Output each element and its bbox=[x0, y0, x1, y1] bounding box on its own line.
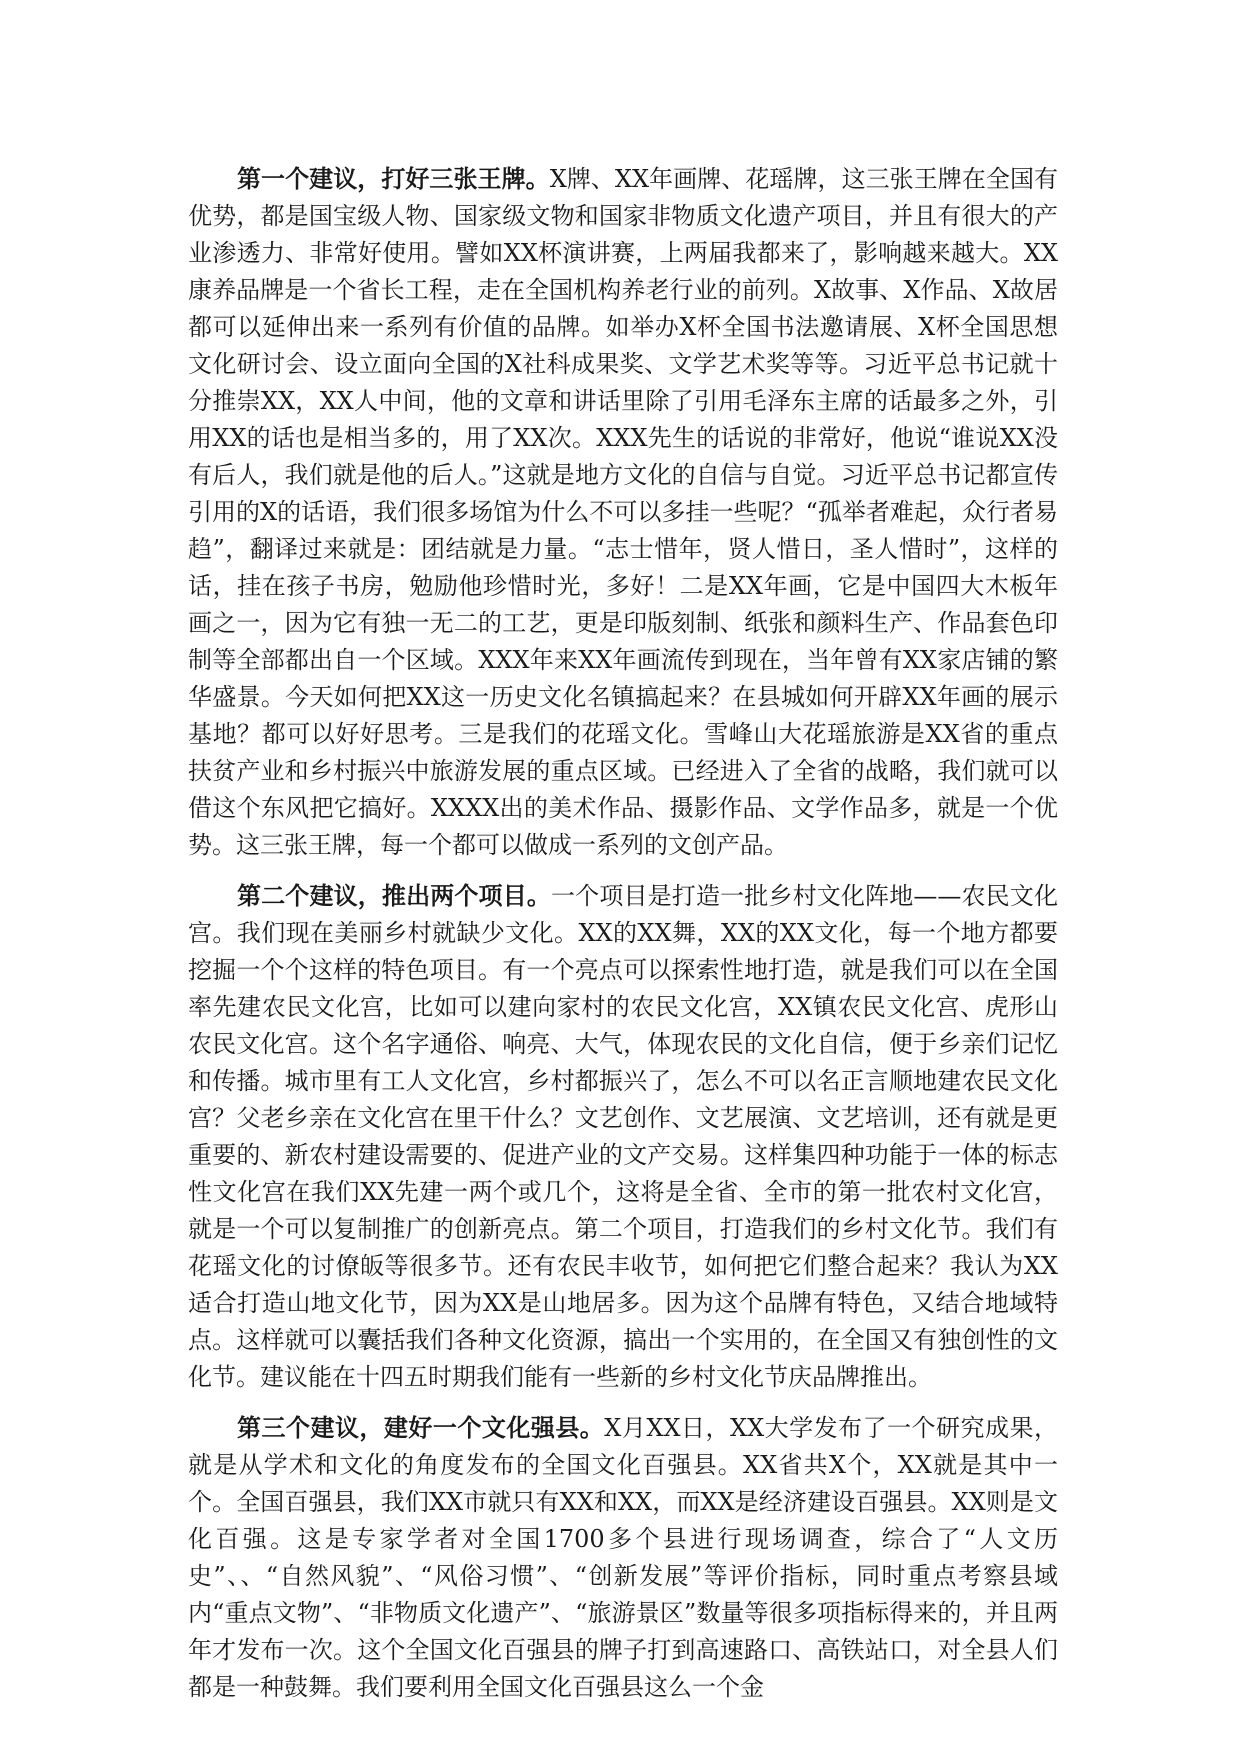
paragraph-heading: 第二个建议，推出两个项目。 bbox=[237, 881, 552, 910]
document-page bbox=[188, 160, 1058, 1719]
paragraph-body: X牌、XX年画牌、花瑶牌，这三张王牌在全国有优势，都是国宝级人物、国家级文物和国家非物质文化遗产项目，并且有很大的产业渗透力、非常好使用。譬如XX杯演讲赛，上两届我都来了，影响越来越大。XX康养品牌是一个省长工程，走在全国机构养老行业的前列。X故事、X作品、X故居都可以延伸出来一系列有价值的品牌。如举办X杯全国书法邀请展、X杯全国思想文化研讨会、设立面向全国的X社科成果奖、文学艺术奖等等。习近平总书记就十分推崇XX，XX人中间，他的文章和讲话里除了引用毛泽东主席的话最多之外，引用XX的话也是相当多的，用了XX次。XXX先生的话说的非常好，他说“谁说XX没有后人，我们就是他的后人。”这就是地方文化的自信与自觉。习近平总书记都宣传引用的X的话语，我们很多场馆为什么不可以多挂一些呢？“孤举者难起，众行者易趋”，翻译过来就是：团结就是力量。“志士惜年，贤人惜日，圣人惜时”，这样的话，挂在孩子书房，勉励他珍惜时光，多好！二是XX年画，它是中国四大木板年画之一，因为它有独一无二的工艺，更是印版刻制、纸张和颜料生产、作品套色印制等全部都出自一个区域。XXX年来XX年画流传到现在，当年曾有XX家店铺的繁华盛景。今天如何把XX这一历史文化名镇搞起来？在县城如何开辟XX年画的展示基地？都可以好好思考。三是我们的花瑶文化。雪峰山大花瑶旅游是XX省的重点扶贫产业和乡村振兴中旅游发展的重点区域。已经进入了全省的战略，我们就可以借这个东风把它搞好。XXXX出的美术作品、摄影作品、文学作品多，就是一个优势。这三张王牌，每一个都可以做成一系列的文创产品。 bbox=[188, 165, 1058, 859]
paragraph-second-suggestion bbox=[188, 877, 1058, 1396]
paragraph-first-suggestion bbox=[188, 160, 1058, 864]
paragraph-body: 一个项目是打造一批乡村文化阵地——农民文化宫。我们现在美丽乡村就缺少文化。XX的XX舞，XX的XX文化，每一个地方都要挖掘一个个这样的特色项目。有一个亮点可以探索性地打造，就是我们可以在全国率先建农民文化宫，比如可以建向家村的农民文化宫，XX镇农民文化宫、虎形山农民文化宫。这个名字通俗、响亮、大气，体现农民的文化自信，便于乡亲们记忆和传播。城市里有工人文化宫，乡村都振兴了，怎么不可以名正言顺地建农民文化宫？父老乡亲在文化宫在里干什么？文艺创作、文艺展演、文艺培训，还有就是更重要的、新农村建设需要的、促进产业的文产交易。这样集四种功能于一体的标志性文化宫在我们XX先建一两个或几个，这将是全省、全市的第一批农村文化宫，就是一个可以复制推广的创新亮点。第二个项目，打造我们的乡村文化节。我们有花瑶文化的讨僚皈等很多节。还有农民丰收节，如何把它们整合起来？我认为XX适合打造山地文化节，因为XX是山地居多。因为这个品牌有特色，又结合地域特点。这样就可以囊括我们各种文化资源，搞出一个实用的，在全国又有独创性的文化节。建议能在十四五时期我们能有一些新的乡村文化节庆品牌推出。 bbox=[188, 882, 1058, 1391]
paragraph-third-suggestion bbox=[188, 1409, 1058, 1706]
paragraph-body: X月XX日，XX大学发布了一个研究成果，就是从学术和文化的角度发布的全国文化百强县。XX省共X个，XX就是其中一个。全国百强县，我们XX市就只有XX和XX，而XX是经济建设百强县。XX则是文化百强。这是专家学者对全国1700多个县进行现场调查，综合了“人文历史”、、“自然风貌”、“风俗习惯”、“创新发展”等评价指标，同时重点考察县域内“重点文物”、“非物质文化遗产”、“旅游景区”数量等很多项指标得来的，并且两年才发布一次。这个全国文化百强县的牌子打到高速路口、高铁站口，对全县人们都是一种鼓舞。我们要利用全国文化百强县这么一个金 bbox=[188, 1414, 1058, 1701]
paragraph-heading: 第一个建议，打好三张王牌。 bbox=[237, 164, 550, 193]
paragraph-heading: 第三个建议，建好一个文化强县。 bbox=[237, 1413, 605, 1442]
